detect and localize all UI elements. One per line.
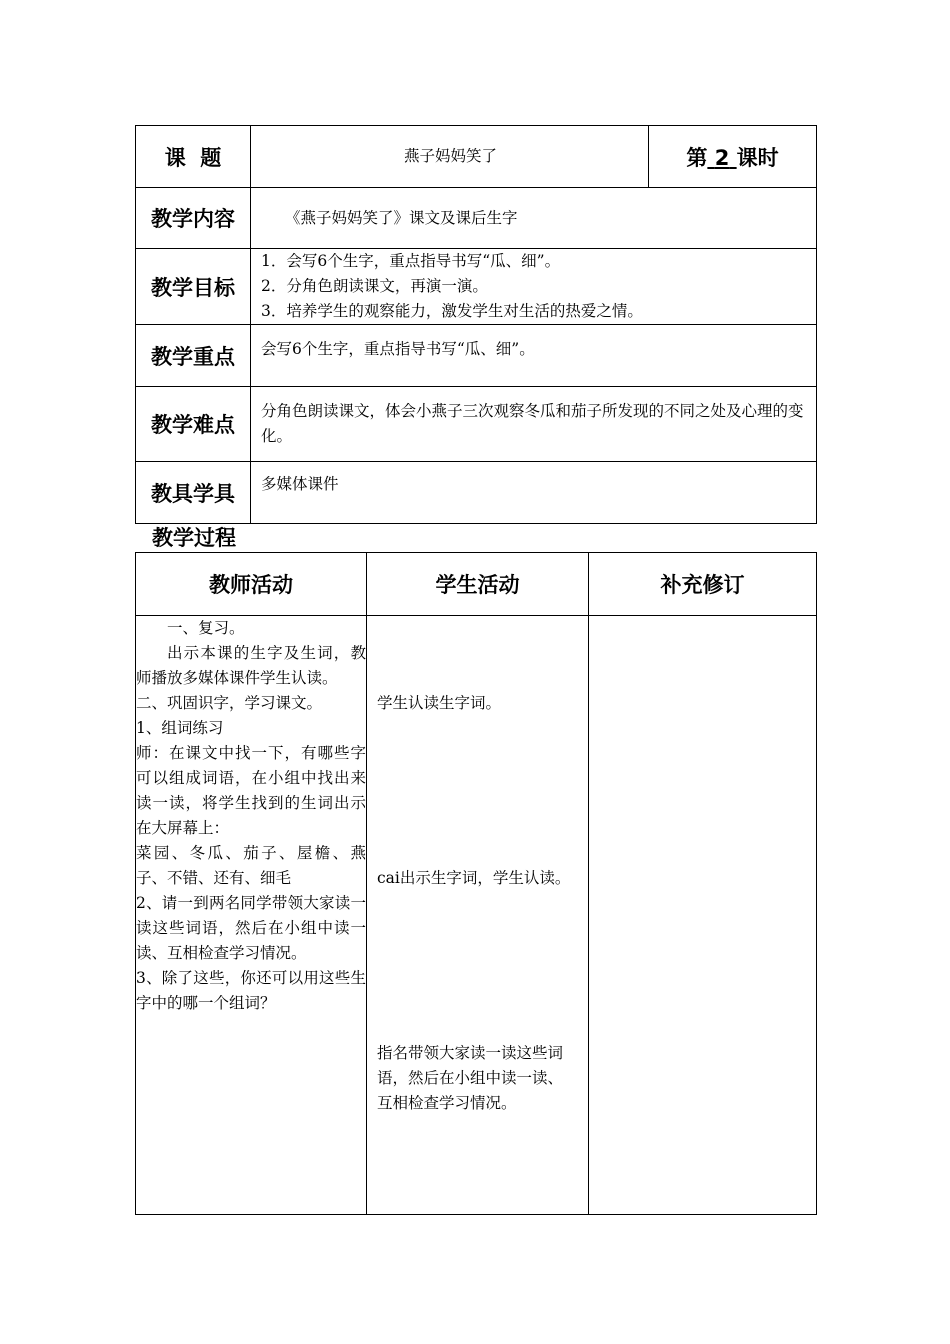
tools-value: 多媒体课件: [251, 462, 817, 524]
goals-list: [251, 249, 817, 325]
goal-item: 1．会写6个生字，重点指导书写“瓜、细”。: [261, 252, 561, 270]
goal-item: 3．培养学生的观察能力，激发学生对生活的热爱之情。: [261, 302, 643, 320]
tools-row: [136, 462, 817, 524]
teacher-step: 师：在课文中找一下，有哪些字可以组成词语，在小组中找出来读一读，将学生找到的生词出示在大屏幕上：: [136, 744, 366, 837]
teacher-step: 二、巩固识字，学习课文。: [136, 694, 323, 712]
revision-cell: [589, 616, 817, 1215]
difficulty-label: 教学难点: [136, 387, 251, 462]
student-step: 学生认读生字词。: [377, 694, 502, 712]
lesson-info-table: [135, 125, 817, 524]
teacher-step: 出示本课的生字及生词，教师播放多媒体课件学生认读。: [136, 644, 366, 687]
lesson-prefix: 第: [686, 145, 708, 170]
teacher-step: 一、复习。: [167, 619, 245, 637]
teacher-activity-cell: [136, 616, 367, 1215]
goals-row: [136, 249, 817, 325]
topic-label: 课 题: [136, 126, 251, 188]
tools-label: 教具学具: [136, 462, 251, 524]
process-header-row: [136, 553, 817, 616]
difficulty-value: 分角色朗读课文，体会小燕子三次观察冬瓜和茄子所发现的不同之处及心理的变化。: [251, 387, 817, 462]
student-activity-header: 学生活动: [367, 553, 589, 616]
topic-row: [136, 126, 817, 188]
process-body-row: [136, 616, 817, 1215]
teacher-step: 1、组词练习: [136, 719, 224, 737]
content-value: 《燕子妈妈笑了》课文及课后生字: [251, 188, 817, 249]
lesson-count: [649, 126, 817, 188]
student-step: 指名带领大家读一读这些词语，然后在小组中读一读、互相检查学习情况。: [377, 1044, 564, 1112]
teacher-activity-header: 教师活动: [136, 553, 367, 616]
teacher-step: 3、除了这些，你还可以用这些生字中的哪一个组词？: [136, 969, 366, 1012]
goals-label: 教学目标: [136, 249, 251, 325]
lesson-number: 2: [714, 145, 730, 170]
revision-header: 补充修订: [589, 553, 817, 616]
goal-item: 2．分角色朗读课文，再演一演。: [261, 277, 488, 295]
content-label: 教学内容: [136, 188, 251, 249]
topic-value: 燕子妈妈笑了: [251, 126, 649, 188]
content-row: [136, 188, 817, 249]
key-row: [136, 325, 817, 387]
process-table: [135, 552, 817, 1215]
teacher-step: 菜园、冬瓜、茄子、屋檐、燕子、不错、还有、细毛: [136, 844, 366, 887]
difficulty-row: [136, 387, 817, 462]
student-activity-cell: [367, 616, 589, 1215]
key-value: 会写6个生字，重点指导书写“瓜、细”。: [251, 325, 817, 387]
lesson-suffix: 课时: [736, 145, 779, 170]
teacher-step: 2、请一到两名同学带领大家读一读这些词语，然后在小组中读一读、互相检查学习情况。: [136, 894, 366, 962]
process-label: 教学过程: [152, 526, 236, 550]
student-step: cai出示生字词，学生认读。: [377, 869, 571, 887]
key-label: 教学重点: [136, 325, 251, 387]
